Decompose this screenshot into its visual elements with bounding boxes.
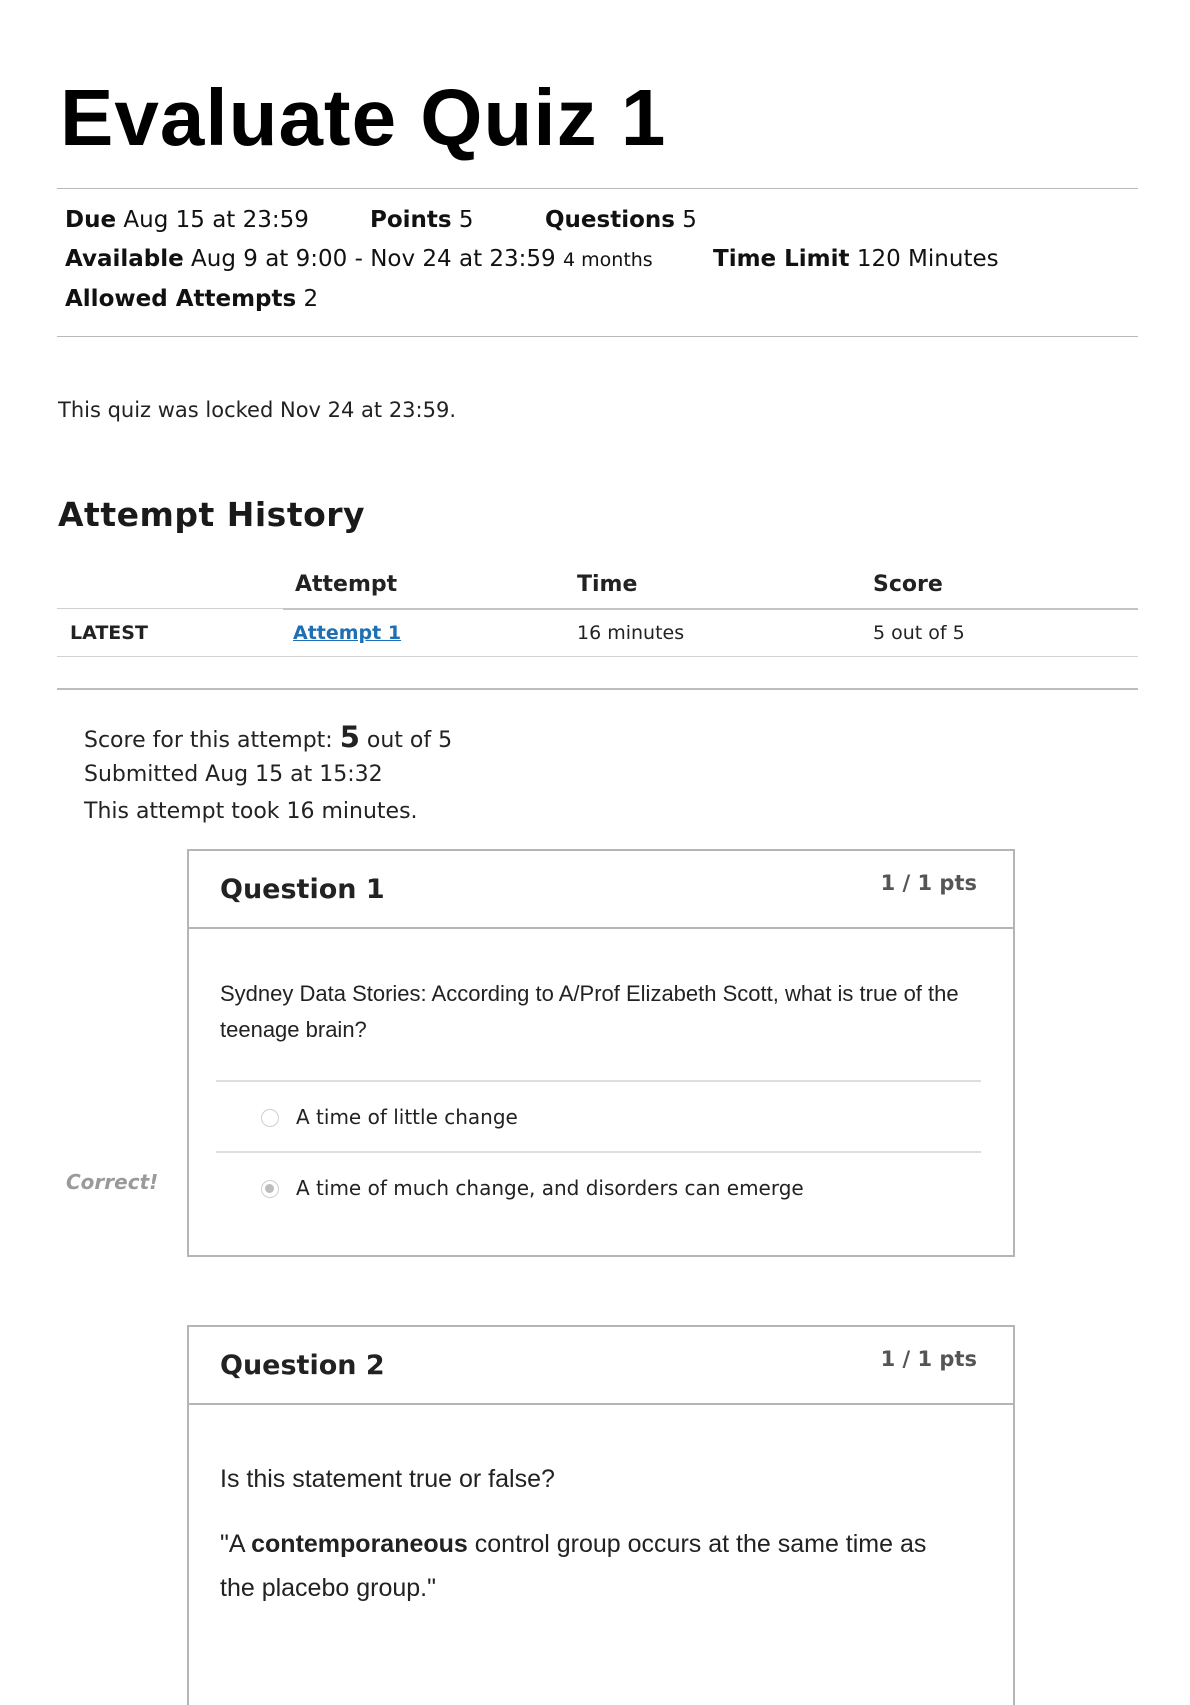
divider	[57, 336, 1138, 337]
locked-notice: This quiz was locked Nov 24 at 23:59.	[58, 398, 457, 422]
latest-tag: LATEST	[70, 622, 148, 644]
question-title: Question 1	[220, 874, 385, 905]
answer-label: A time of much change, and disorders can emerge	[296, 1176, 804, 1200]
attempt-history-heading: Attempt History	[58, 495, 366, 534]
attempt-duration: This attempt took 16 minutes.	[84, 799, 418, 824]
question-card	[187, 1325, 1015, 1705]
time-limit: Time Limit 120 Minutes	[713, 246, 999, 272]
header-underline-left	[57, 608, 283, 609]
question-header	[189, 851, 1013, 929]
divider	[57, 188, 1138, 189]
question-statement: "A contemporaneous control group occurs at the same time as the placebo group."	[220, 1530, 927, 1602]
questions-info: Questions 5	[545, 207, 697, 233]
attempt-score: 5 out of 5	[873, 622, 965, 644]
question-header	[189, 1327, 1013, 1405]
page-title: Evaluate Quiz 1	[60, 73, 667, 162]
question-text: Sydney Data Stories: According to A/Prof Elizabeth Scott, what is true of the teenage brain?	[220, 981, 959, 1042]
answer-option[interactable]	[216, 1151, 981, 1223]
correct-indicator: Correct!	[66, 1170, 159, 1194]
submitted-time: Submitted Aug 15 at 15:32	[84, 762, 383, 787]
question-prompt: Is this statement true or false?	[220, 1465, 555, 1493]
column-header-time: Time	[577, 572, 638, 597]
column-header-attempt: Attempt	[295, 572, 398, 597]
question-points: 1 / 1 pts	[880, 1347, 977, 1371]
allowed-attempts: Allowed Attempts 2	[65, 286, 319, 312]
question-points: 1 / 1 pts	[880, 871, 977, 895]
radio-button-selected[interactable]	[261, 1180, 279, 1198]
column-header-score: Score	[873, 572, 943, 597]
answer-label: A time of little change	[296, 1105, 518, 1129]
attempt-time: 16 minutes	[577, 622, 685, 644]
question-title: Question 2	[220, 1350, 385, 1381]
row-divider	[57, 656, 1138, 657]
answer-option[interactable]	[216, 1080, 981, 1152]
availability: Available Aug 9 at 9:00 - Nov 24 at 23:59 4 months	[65, 246, 653, 272]
points-info: Points 5	[370, 207, 474, 233]
radio-button[interactable]	[261, 1109, 279, 1127]
attempt-1-link[interactable]: Attempt 1	[293, 622, 402, 644]
due-date: Due Aug 15 at 23:59	[65, 207, 309, 233]
section-divider	[57, 688, 1138, 690]
header-underline	[283, 608, 1138, 610]
question-card	[187, 849, 1015, 1257]
score-for-attempt: Score for this attempt: 5 out of 5	[84, 720, 453, 754]
